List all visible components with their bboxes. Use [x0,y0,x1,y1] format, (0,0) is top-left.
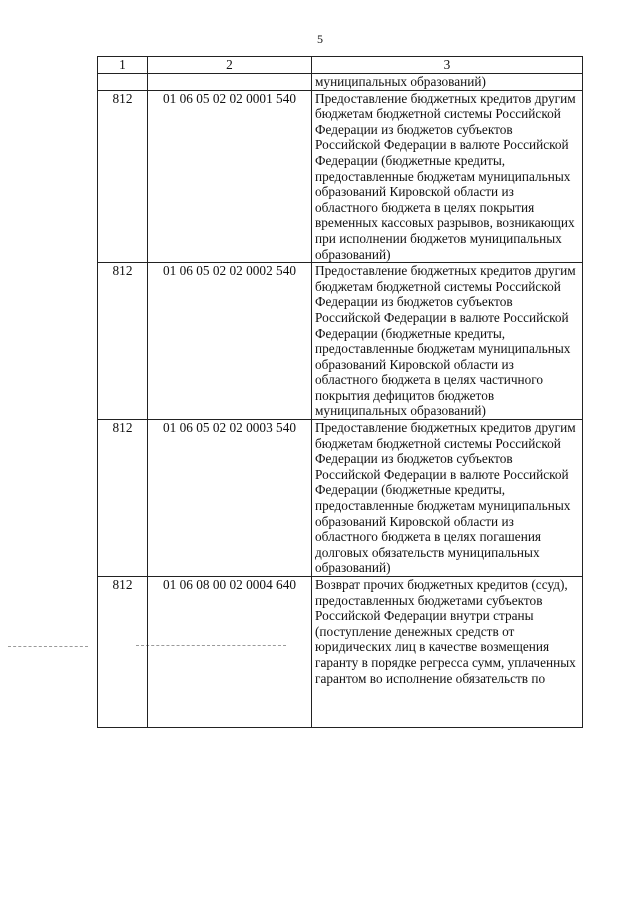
table-row [98,90,583,263]
admin-code-cell: 812 [98,577,148,728]
admin-code-cell: 812 [98,90,148,263]
kbk-code-cell: 01 06 08 00 02 0004 640 [148,577,312,728]
table-cell-empty [98,74,148,91]
page-number: 5 [317,32,323,46]
table-row [98,263,583,420]
table-cell-empty [148,74,312,91]
description-cell: Предоставление бюджетных кредитов другим бюджетам бюджетной системы Российской Федерации из бюджетов субъектов Российской Федерации в валюте Российской Федерации (бюджетные кредиты, предоставленные бюджетам муниципальных образований Кировской области из областного бюджета в целях частичного покрытия дефицитов бюджетов муниципальных образований) [312,263,583,420]
budget-codes-table [97,56,583,728]
table-row [98,420,583,577]
description-cell: Предоставление бюджетных кредитов другим бюджетам бюджетной системы Российской Федерации из бюджетов субъектов Российской Федерации в валюте Российской Федерации (бюджетные кредиты, предоставленные бюджетам муниципальных образований Кировской области из областного бюджета в целях покрытия временных кассовых разрывов, возникающих при исполнении бюджетов муниципальных образований) [312,90,583,263]
column-header-1: 1 [98,57,148,74]
table-row [98,577,583,728]
column-header-3: 3 [312,57,583,74]
column-header-2: 2 [148,57,312,74]
scan-artifact-line [8,646,88,647]
description-cell: Предоставление бюджетных кредитов другим бюджетам бюджетной системы Российской Федерации из бюджетов субъектов Российской Федерации в валюте Российской Федерации (бюджетные кредиты, предоставленные бюджетам муниципальных образований Кировской области из областного бюджета в целях погашения долговых обязательств муниципальных образований) [312,420,583,577]
table-header-row [98,57,583,74]
kbk-code-cell: 01 06 05 02 02 0001 540 [148,90,312,263]
table-row-continuation [98,74,583,91]
kbk-code-cell: 01 06 05 02 02 0003 540 [148,420,312,577]
admin-code-cell: 812 [98,263,148,420]
kbk-code-cell: 01 06 05 02 02 0002 540 [148,263,312,420]
continuation-description: муниципальных образований) [312,74,583,91]
admin-code-cell: 812 [98,420,148,577]
description-cell: Возврат прочих бюджетных кредитов (ссуд), предоставленных бюджетами субъектов Российской Федерации внутри страны (поступление денежных средств от юридических лиц в качестве возмещения гаранту в порядке регресса сумм, уплаченных гарантом во исполнение обязательств по [312,577,583,728]
